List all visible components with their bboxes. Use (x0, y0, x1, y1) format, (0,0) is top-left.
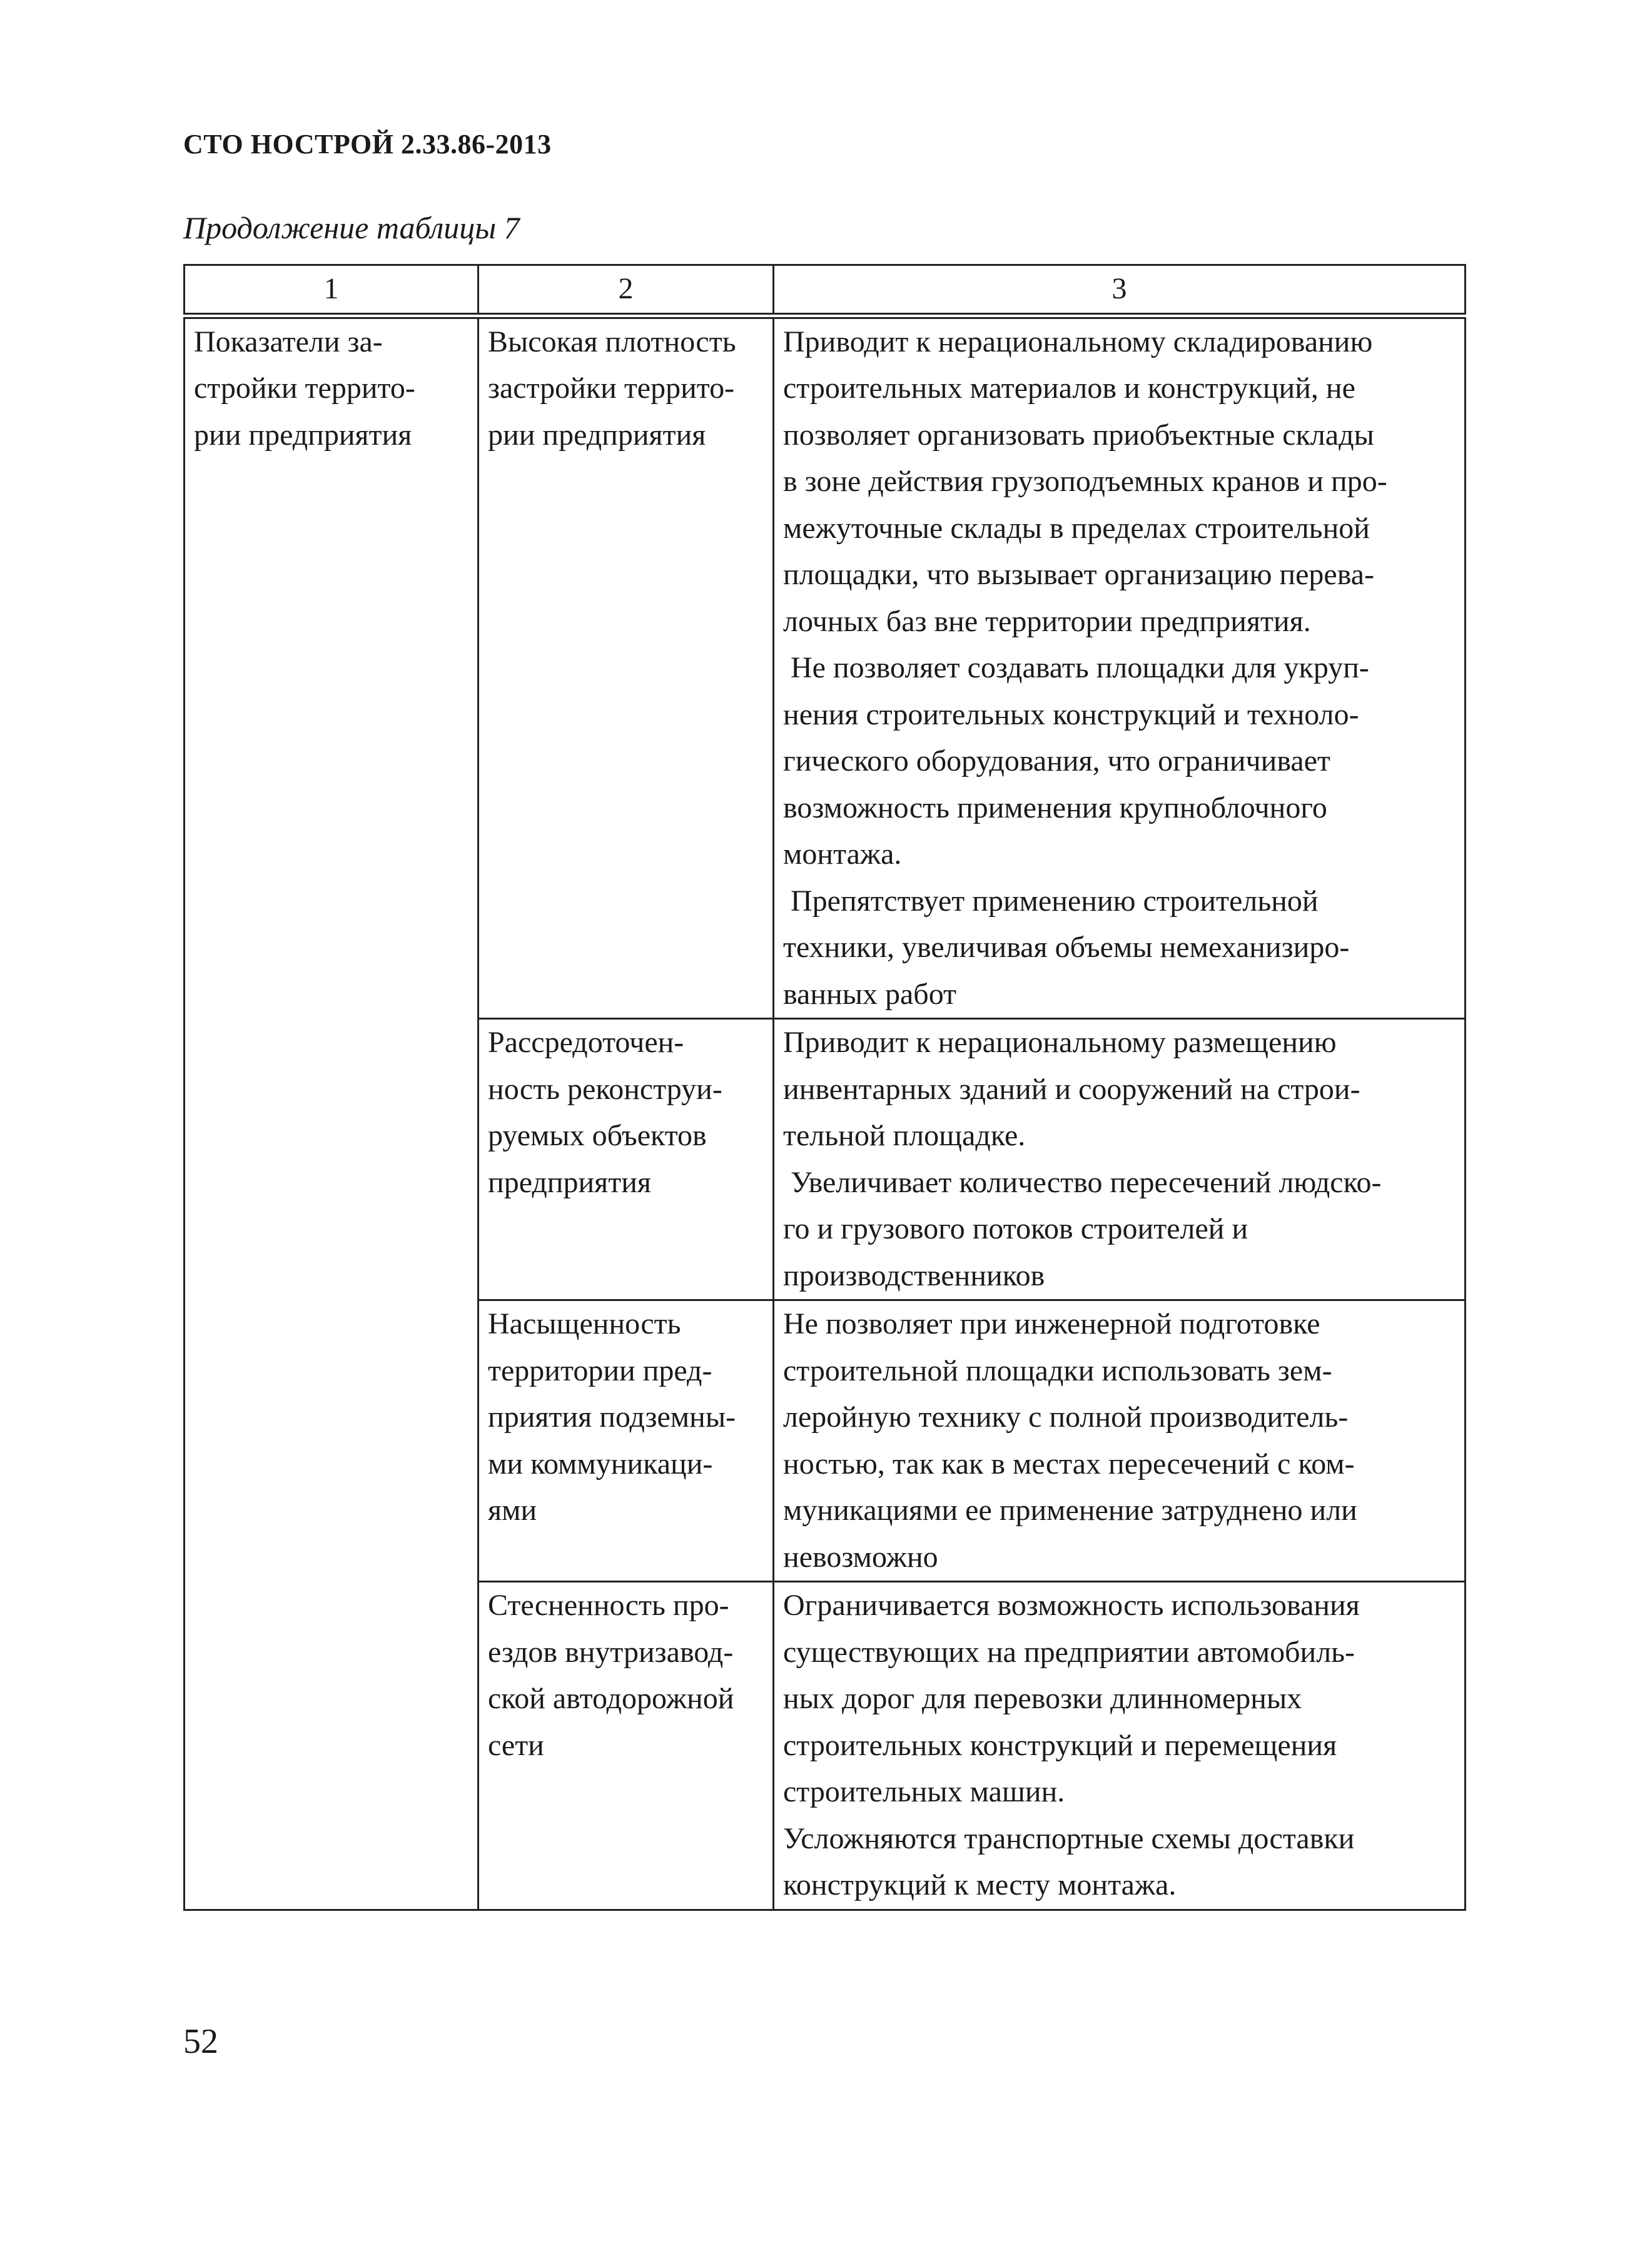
factor-line: предприятия (488, 1165, 651, 1199)
impact-line: в зоне действия грузоподъемных кранов и про- (783, 465, 1387, 498)
page-number: 52 (183, 2022, 218, 2061)
column-header-3: 3 (774, 265, 1466, 316)
impact-line: ностью, так как в местах пересечений с ком- (783, 1447, 1355, 1481)
impact-line: конструкций к месту монтажа. (783, 1868, 1177, 1901)
impact-line: невозможно (783, 1540, 938, 1574)
factor-cell (478, 1019, 774, 1300)
impact-line: производственников (783, 1258, 1045, 1292)
impact-line: муникациями ее применение затруднено или (783, 1494, 1357, 1527)
impact-line: Не позволяет при инженерной подготовке (783, 1307, 1320, 1340)
factor-line: сети (488, 1728, 544, 1762)
impact-line: леройную технику с полной производитель- (783, 1400, 1349, 1434)
document-code-header: СТО НОСТРОЙ 2.33.86-2013 (183, 129, 552, 159)
factors-table (183, 264, 1466, 1911)
impact-line: строительных конструкций и перемещения (783, 1728, 1337, 1762)
impact-cell (774, 1582, 1466, 1910)
impact-line: инвентарных зданий и сооружений на строи- (783, 1072, 1360, 1106)
impact-line: лочных баз вне территории предприятия. (783, 604, 1311, 638)
impact-line: межуточные склады в пределах строительной (783, 511, 1370, 545)
impact-cell (774, 316, 1466, 1019)
impact-line: Приводит к нерациональному складированию (783, 325, 1373, 358)
impact-line: нения строительных конструкций и техноло- (783, 697, 1359, 731)
table-caption: Продолжение таблицы 7 (183, 210, 520, 245)
impact-line: Усложняются транспортные схемы доставки (783, 1821, 1355, 1855)
factor-line: Рассредоточен- (488, 1026, 684, 1059)
group-label-line: Показатели за- (194, 325, 383, 358)
impact-line: строительных машин. (783, 1775, 1065, 1808)
impact-line: Приводит к нерациональному размещению (783, 1026, 1337, 1059)
impact-line: площадки, что вызывает организацию перева- (783, 558, 1375, 591)
table-row (185, 316, 1466, 1019)
factor-line: руемых объектов (488, 1119, 707, 1152)
column-header-2: 2 (478, 265, 774, 316)
impact-line: позволяет организовать приобъектные склады (783, 418, 1374, 452)
impact-line: гического оборудования, что ограничивает (783, 744, 1330, 777)
impact-line: Препятствует применению строительной (791, 884, 1319, 918)
factor-line: застройки террито- (488, 372, 735, 405)
group-label-cell (185, 316, 478, 1910)
impact-line: Увеличивает количество пересечений людско- (791, 1165, 1382, 1199)
impact-line: ных дорог для перевозки длинномерных (783, 1682, 1302, 1715)
impact-cell (774, 1019, 1466, 1300)
group-label-line: рии предприятия (194, 418, 412, 452)
column-header-1: 1 (185, 265, 478, 316)
impact-line: существующих на предприятии автомобиль- (783, 1635, 1355, 1669)
impact-line: ванных работ (783, 977, 957, 1011)
impact-line: строительной площадки использовать зем- (783, 1354, 1332, 1387)
impact-line: го и грузового потоков строителей и (783, 1212, 1248, 1245)
impact-line: Ограничивается возможность использования (783, 1589, 1360, 1622)
factor-cell (478, 1582, 774, 1910)
impact-line: монтажа. (783, 838, 902, 871)
factor-line: рии предприятия (488, 418, 706, 452)
factor-line: ской автодорожной (488, 1682, 734, 1715)
table-header-row (185, 265, 1466, 316)
impact-cell (774, 1300, 1466, 1582)
impact-line: строительных материалов и конструкций, не (783, 372, 1355, 405)
factor-line: приятия подземны- (488, 1400, 736, 1434)
factor-line: ями (488, 1494, 537, 1527)
factor-line: ность реконструи- (488, 1072, 722, 1106)
group-label-line: стройки террито- (194, 372, 415, 405)
factor-cell (478, 1300, 774, 1582)
factor-line: Стесненность про- (488, 1589, 729, 1622)
impact-line: техники, увеличивая объемы немеханизиро- (783, 931, 1350, 964)
factor-cell (478, 316, 774, 1019)
impact-line: тельной площадке. (783, 1119, 1026, 1152)
factor-line: Насыщенность (488, 1307, 681, 1340)
impact-line: Не позволяет создавать площадки для укруп- (791, 651, 1369, 684)
factor-line: территории пред- (488, 1354, 712, 1387)
factor-line: ездов внутризавод- (488, 1635, 734, 1669)
factor-line: ми коммуникаци- (488, 1447, 713, 1481)
factor-line: Высокая плотность (488, 325, 736, 358)
impact-line: возможность применения крупноблочного (783, 791, 1327, 824)
